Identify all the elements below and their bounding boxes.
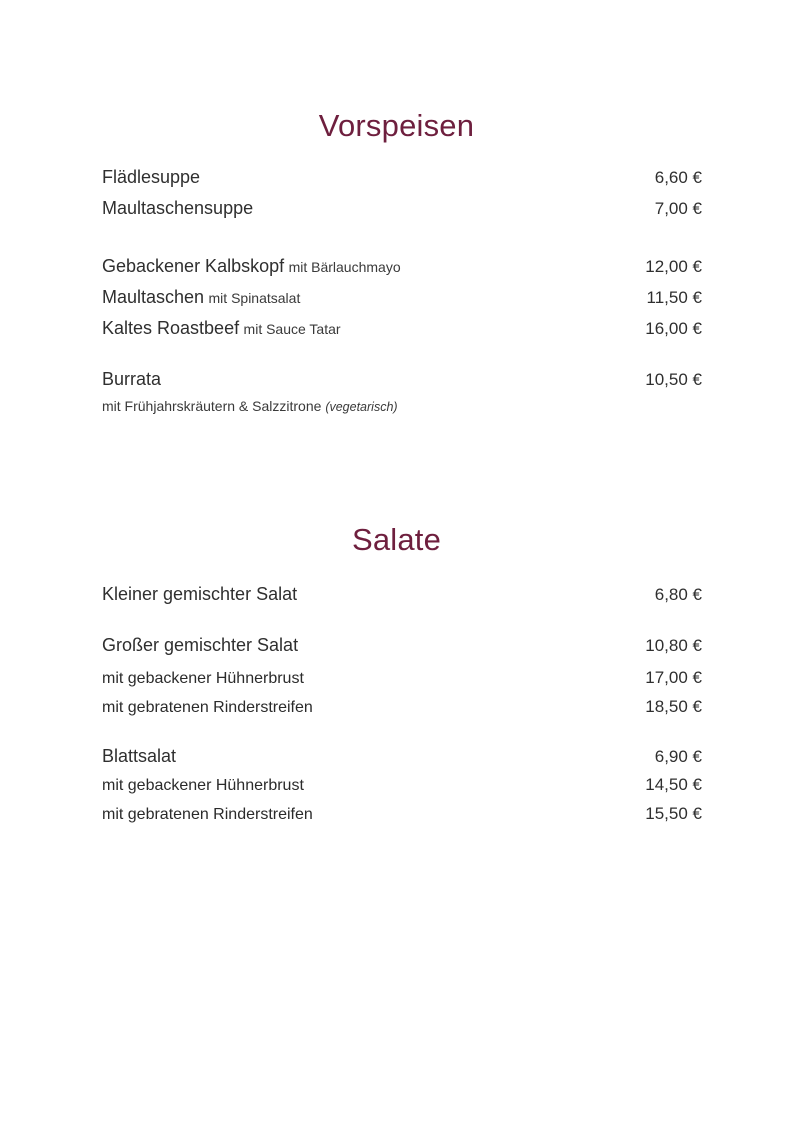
menu-item	[102, 746, 702, 770]
item-price: 16,00 €	[645, 319, 702, 338]
item-description: mit Bärlauchmayo	[288, 259, 401, 275]
item-name: Maultaschensuppe	[102, 198, 254, 218]
item-label	[102, 287, 300, 308]
item-name: Blattsalat	[102, 746, 177, 766]
item-price: 10,80 €	[645, 636, 702, 655]
menu-item	[102, 198, 702, 222]
item-description: mit Frühjahrskräutern & Salzzitrone	[102, 398, 322, 414]
option-price: 15,50 €	[645, 804, 702, 823]
item-note: (vegetarisch)	[325, 400, 398, 414]
item-description: mit Sauce Tatar	[243, 321, 341, 337]
menu-option	[102, 775, 702, 799]
menu-item	[102, 256, 702, 280]
menu-option	[102, 804, 702, 828]
item-name: Kleiner gemischter Salat	[102, 584, 298, 604]
item-price: 11,50 €	[646, 288, 702, 307]
option-label: mit gebackener Hühnerbrust	[102, 777, 304, 794]
item-label	[102, 318, 341, 339]
item-name: Maultaschen	[102, 287, 205, 307]
item-price: 12,00 €	[645, 257, 702, 276]
option-price: 14,50 €	[645, 775, 702, 794]
item-description: mit Spinatsalat	[208, 290, 301, 306]
item-price: 6,80 €	[654, 585, 702, 604]
item-label	[102, 256, 401, 277]
item-price: 7,00 €	[654, 199, 702, 218]
menu-item	[102, 287, 702, 311]
item-name: Burrata	[102, 369, 162, 389]
option-label: mit gebratenen Rinderstreifen	[102, 699, 313, 716]
menu-item	[102, 635, 702, 659]
menu-option	[102, 697, 702, 721]
section-title-vorspeisen: Vorspeisen	[318, 108, 475, 143]
item-price: 6,90 €	[654, 747, 702, 766]
option-label: mit gebackener Hühnerbrust	[102, 670, 304, 687]
option-price: 17,00 €	[645, 668, 702, 687]
menu-item	[102, 318, 702, 342]
item-name: Großer gemischter Salat	[102, 635, 299, 655]
menu-option	[102, 668, 702, 692]
menu-item	[102, 369, 702, 393]
item-name: Flädlesuppe	[102, 167, 201, 187]
option-label: mit gebratenen Rinderstreifen	[102, 806, 313, 823]
menu-item	[102, 167, 702, 191]
item-price: 10,50 €	[645, 370, 702, 389]
item-name: Kaltes Roastbeef	[102, 318, 240, 338]
item-name: Gebackener Kalbskopf	[102, 256, 285, 276]
item-subline	[102, 398, 702, 414]
section-title-salate: Salate	[351, 522, 442, 557]
option-price: 18,50 €	[645, 697, 702, 716]
menu-item	[102, 584, 702, 608]
item-price: 6,60 €	[654, 168, 702, 187]
